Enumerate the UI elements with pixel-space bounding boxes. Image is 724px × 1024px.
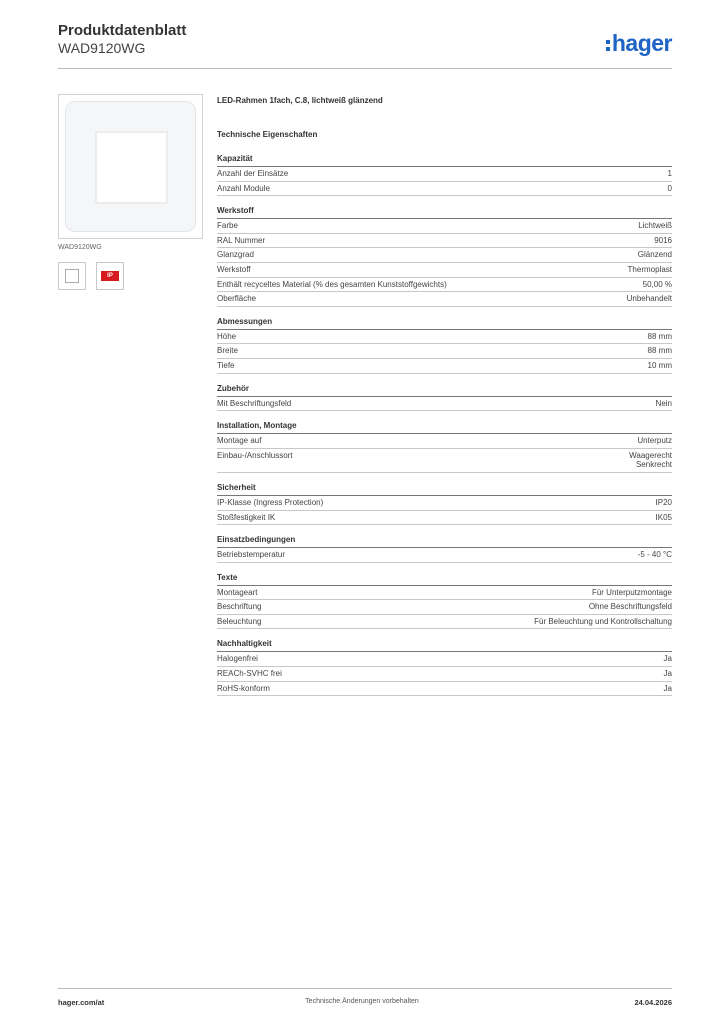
tech-properties-title: Technische Eigenschaften: [217, 130, 318, 139]
header-divider: [58, 68, 672, 69]
image-caption: WAD9120WG: [58, 244, 102, 251]
spec-label: Montageart: [217, 587, 258, 597]
spec-value: IP20: [655, 497, 672, 507]
spec-section: [217, 384, 672, 412]
footer-date: 24.04.2026: [634, 998, 672, 1007]
spec-value: Ja: [663, 669, 672, 679]
spec-value: 9016: [654, 235, 672, 245]
spec-value: 1: [667, 169, 672, 178]
product-name: LED-Rahmen 1fach, C.8, lichtweiß glänzend: [217, 96, 383, 105]
spec-label: Anzahl der Einsätze: [217, 169, 289, 178]
spec-label: Glanzgrad: [217, 250, 254, 260]
spec-section: [217, 317, 672, 374]
spec-row: [217, 182, 672, 197]
spec-row: [217, 359, 672, 374]
spec-label: Beleuchtung: [217, 616, 262, 626]
frame-thumbnail-icon: [65, 269, 79, 283]
spec-label: Anzahl Module: [217, 183, 270, 193]
spec-row: [217, 219, 672, 234]
spec-row: [217, 496, 672, 511]
section-title: Abmessungen: [217, 317, 672, 330]
spec-value: Unterputz: [637, 436, 672, 446]
spec-value: Thermoplast: [627, 264, 672, 274]
spec-row: [217, 397, 672, 412]
spec-label: Betriebstemperatur: [217, 550, 286, 560]
spec-label: IP-Klasse (Ingress Protection): [217, 497, 324, 507]
logo-colon-icon: [606, 36, 610, 52]
spec-section: [217, 154, 672, 196]
spec-row: [217, 434, 672, 449]
spec-row: [217, 330, 672, 345]
frame-outer: [65, 101, 196, 232]
page-title: Produktdatenblatt: [58, 22, 187, 39]
spec-value: Ohne Beschriftungsfeld: [588, 602, 672, 612]
footer-disclaimer: Technische Änderungen vorbehalten: [305, 998, 419, 1005]
product-code: WAD9120WG: [58, 40, 146, 56]
spec-row: [217, 586, 672, 601]
frame-opening: [95, 131, 168, 204]
spec-row: [217, 449, 672, 473]
section-title: Texte: [217, 573, 672, 586]
spec-value: Für Beleuchtung und Kontrollschaltung: [534, 616, 672, 626]
spec-row: [217, 278, 672, 293]
spec-section: [217, 573, 672, 630]
spec-row: [217, 292, 672, 307]
logo-text: hager: [611, 30, 672, 56]
spec-label: Beschriftung: [217, 602, 262, 612]
spec-row: [217, 682, 672, 697]
spec-label: Stoßfestigkeit IK: [217, 512, 276, 522]
spec-content: [217, 96, 672, 696]
spec-label: Breite: [217, 346, 238, 356]
ip-badge-icon: IP: [101, 271, 119, 281]
spec-label: Halogenfrei: [217, 654, 258, 664]
spec-sections: [217, 154, 672, 696]
spec-section: [217, 535, 672, 563]
spec-label: RAL Nummer: [217, 235, 266, 245]
spec-label: Oberfläche: [217, 294, 257, 304]
spec-row: [217, 344, 672, 359]
spec-value: IK05: [655, 512, 672, 522]
spec-value: 50,00 %: [642, 279, 672, 289]
spec-value: Lichtweiß: [638, 221, 672, 231]
section-title: Nachhaltigkeit: [217, 639, 672, 652]
spec-value: Ja: [663, 683, 672, 693]
spec-value: Waagerecht Senkrecht: [629, 450, 672, 470]
spec-label: Höhe: [217, 331, 237, 341]
spec-label: RoHS-konform: [217, 683, 270, 693]
spec-value: Ja: [663, 654, 672, 664]
section-title: Einsatzbedingungen: [217, 535, 672, 548]
spec-section: [217, 483, 672, 525]
spec-row: [217, 263, 672, 278]
spec-value: 0: [667, 183, 672, 193]
spec-row: [217, 615, 672, 630]
hager-logo: [606, 30, 672, 57]
spec-section: [217, 639, 672, 696]
spec-row: [217, 234, 672, 249]
spec-row: [217, 548, 672, 563]
spec-row: [217, 167, 672, 182]
spec-row: [217, 652, 672, 667]
spec-row: [217, 600, 672, 615]
section-title: Sicherheit: [217, 483, 672, 496]
spec-label: Einbau-/Anschlussort: [217, 450, 293, 460]
spec-section: [217, 206, 672, 307]
footer-divider: [58, 988, 672, 989]
spec-label: Farbe: [217, 221, 238, 231]
header: [58, 22, 186, 56]
section-title: Kapazität: [217, 154, 672, 167]
footer-website[interactable]: hager.com/at: [58, 998, 105, 1007]
spec-value: -5 - 40 °C: [637, 550, 672, 560]
section-title: Zubehör: [217, 384, 672, 397]
section-title: Installation, Montage: [217, 421, 672, 434]
spec-label: Enthält recyceltes Material (% des gesamten Kunststoffgewichts): [217, 279, 447, 289]
spec-label: REACh-SVHC frei: [217, 669, 282, 679]
product-image: [58, 94, 203, 239]
spec-section: [217, 421, 672, 473]
thumbnail-product[interactable]: [58, 262, 86, 290]
spec-value: 10 mm: [647, 360, 672, 370]
spec-value: 88 mm: [647, 346, 672, 356]
spec-value: Unbehandelt: [626, 294, 672, 304]
spec-label: Werkstoff: [217, 264, 251, 274]
spec-label: Tiefe: [217, 360, 235, 370]
spec-row: [217, 667, 672, 682]
thumbnail-ip-rating[interactable]: [96, 262, 124, 290]
spec-row: [217, 511, 672, 526]
spec-row: [217, 248, 672, 263]
section-title: Werkstoff: [217, 206, 672, 219]
spec-value: Für Unterputzmontage: [591, 587, 672, 597]
spec-label: Montage auf: [217, 436, 262, 446]
spec-value: 88 mm: [647, 331, 672, 341]
spec-value: Glänzend: [637, 250, 672, 260]
spec-value: Nein: [655, 398, 672, 408]
spec-label: Mit Beschriftungsfeld: [217, 398, 292, 408]
